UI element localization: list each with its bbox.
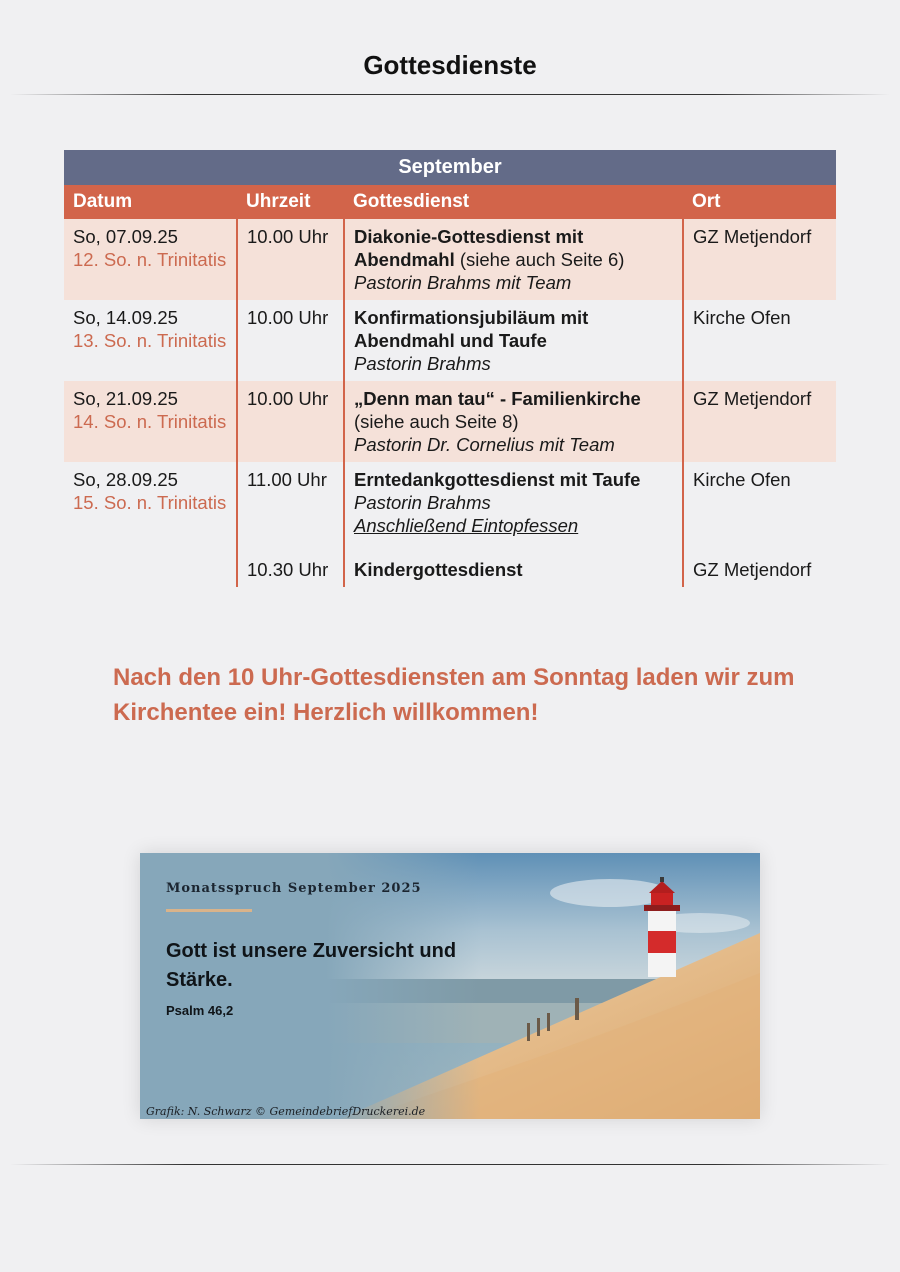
service-leader: Pastorin Brahms [354, 353, 491, 374]
service-time: 10.00 Uhr [237, 300, 344, 381]
table-row [64, 552, 836, 587]
church-sunday: 15. So. n. Trinitatis [73, 492, 227, 513]
month-header: September [64, 150, 836, 185]
service-place: GZ Metjendorf [683, 381, 836, 462]
table-row [64, 381, 836, 462]
service-leader: Pastorin Brahms [354, 492, 491, 513]
service-extra: Anschließend Eintopfessen [354, 515, 579, 536]
church-sunday: 14. So. n. Trinitatis [73, 411, 227, 432]
service-date: So, 28.09.25 [73, 469, 178, 490]
service-time: 10.30 Uhr [237, 552, 344, 587]
image-credit: Grafik: N. Schwarz © GemeindebriefDruckerei.de [146, 1105, 426, 1118]
service-place: Kirche Ofen [693, 469, 791, 490]
page-title: Gottesdienste [363, 50, 537, 80]
monthly-verse-card [140, 853, 760, 1119]
verse-text: Gott ist unsere Zuversicht und Stärke. [166, 940, 457, 991]
header-place: Ort [683, 185, 836, 219]
service-title: Diakonie-Gottesdienst mit Abendmahl [354, 226, 584, 270]
service-leader: Pastorin Dr. Cornelius mit Team [354, 434, 615, 455]
schedule-table [64, 150, 836, 587]
service-note: (siehe auch Seite 6) [454, 249, 625, 270]
accent-line [166, 909, 252, 912]
service-place: GZ Metjendorf [683, 219, 836, 300]
church-sunday: 12. So. n. Trinitatis [73, 249, 227, 270]
service-time: 10.00 Uhr [237, 219, 344, 300]
header-service: Gottesdienst [344, 185, 683, 219]
service-leader: Pastorin Brahms mit Team [354, 272, 572, 293]
table-row [64, 462, 836, 552]
service-date: So, 07.09.25 [73, 226, 178, 247]
service-date: So, 14.09.25 [73, 307, 178, 328]
service-time: 10.00 Uhr [237, 381, 344, 462]
service-place: Kirche Ofen [693, 307, 791, 328]
service-time: 11.00 Uhr [237, 462, 344, 552]
table-row [64, 219, 836, 300]
bottom-divider [10, 1164, 890, 1165]
verse-label: Monatsspruch September 2025 [166, 881, 422, 896]
table-row [64, 300, 836, 381]
service-note: (siehe auch Seite 8) [354, 411, 519, 432]
church-sunday: 13. So. n. Trinitatis [73, 330, 227, 351]
top-divider [10, 94, 890, 95]
service-date: So, 21.09.25 [73, 388, 178, 409]
invitation-text: Nach den 10 Uhr-Gottesdiensten am Sonntag laden wir zum Kirchentee ein! Herzlich willkommen! [113, 664, 795, 726]
header-time: Uhrzeit [237, 185, 344, 219]
service-place: GZ Metjendorf [693, 559, 812, 580]
column-headers [64, 185, 836, 219]
service-title: Konfirmationsjubiläum mit Abendmahl und Taufe [354, 307, 589, 351]
verse-reference: Psalm 46,2 [166, 1003, 234, 1018]
header-date: Datum [64, 185, 237, 219]
service-title: Kindergottesdienst [354, 559, 523, 580]
service-title: Erntedankgottesdienst mit Taufe [354, 469, 641, 490]
service-title: „Denn man tau“ - Familienkirche [354, 388, 641, 409]
